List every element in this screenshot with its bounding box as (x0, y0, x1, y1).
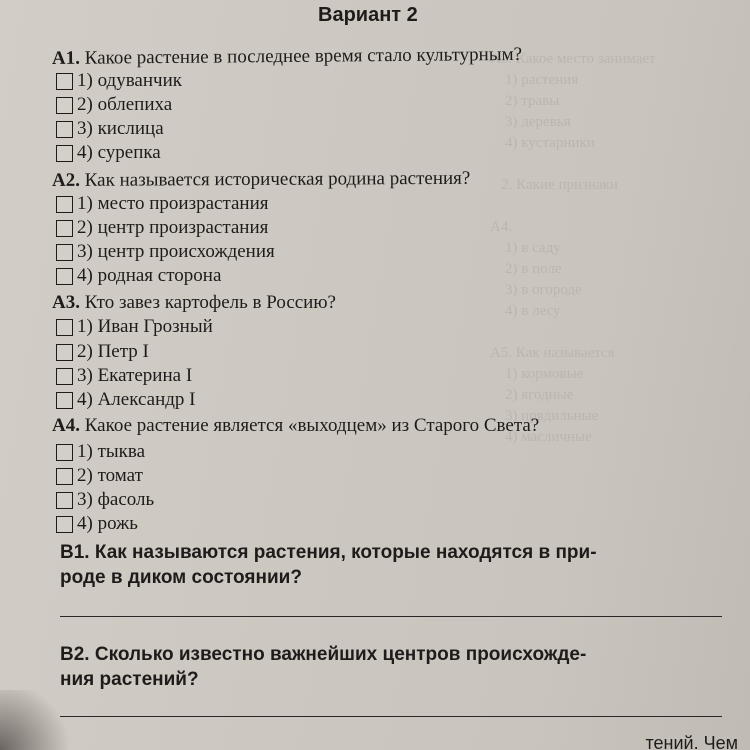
option-label: 2) Петр I (77, 341, 149, 362)
checkbox[interactable] (56, 220, 73, 237)
question-a3 (52, 292, 336, 314)
option-label: 1) одуванчик (77, 70, 182, 91)
question-text-line2: роде в диком состоянии? (60, 567, 302, 588)
option-label: 3) Екатерина I (77, 365, 193, 386)
option-label: 4) Александр I (77, 389, 196, 410)
question-text: Кто завез картофель в Россию? (84, 292, 336, 313)
question-number: А2. (51, 169, 81, 191)
option-label: 4) сурепка (77, 142, 161, 163)
question-a4 (52, 415, 539, 437)
checkbox[interactable] (56, 392, 73, 409)
option-a3-4[interactable] (56, 389, 195, 411)
option-label: 2) томат (77, 465, 143, 486)
question-text-line1: Сколько известно важнейших центров происхожде- (94, 644, 587, 665)
option-a1-3[interactable] (56, 118, 164, 140)
question-text: Как называется историческая родина растения? (84, 167, 471, 191)
option-label: 4) рожь (77, 513, 138, 534)
option-a4-4[interactable] (56, 513, 138, 535)
checkbox[interactable] (56, 492, 73, 509)
option-label: 2) центр произрастания (77, 217, 269, 238)
question-number: А4. (52, 415, 80, 436)
checkbox[interactable] (56, 73, 73, 90)
question-a2 (52, 168, 470, 192)
bleed-through-text: А3. Какое место занимает 1) растения 2) травы 3) деревья 4) кустарники 2. Какие признаки А4. 1) в саду 2) в поле 3) в огороде 4) в лесу А5. Как называется 1) кормовые 2) ягодные 3) прядильные 4) масличные (490, 51, 656, 445)
answer-line-b1[interactable] (60, 616, 722, 617)
option-a3-1[interactable] (56, 316, 213, 338)
question-a1 (52, 44, 522, 70)
option-label: 1) тыква (77, 441, 146, 462)
checkbox[interactable] (56, 196, 73, 213)
checkbox[interactable] (56, 121, 73, 138)
option-label: 3) фасоль (77, 489, 155, 510)
option-label: 3) центр происхождения (77, 241, 275, 262)
option-label: 4) родная сторона (77, 265, 222, 286)
checkbox[interactable] (56, 244, 73, 261)
option-a1-2[interactable] (56, 94, 172, 116)
question-b1 (60, 540, 597, 590)
question-text-line2: ния растений? (60, 669, 199, 690)
checkbox[interactable] (56, 468, 73, 485)
option-a4-1[interactable] (56, 441, 145, 463)
question-b2 (60, 642, 586, 692)
question-number: А3. (52, 292, 80, 313)
checkbox[interactable] (56, 516, 73, 533)
option-a1-4[interactable] (56, 142, 161, 164)
option-label: 1) Иван Грозный (77, 316, 213, 337)
variant-title: Вариант 2 (318, 4, 418, 26)
checkbox[interactable] (56, 319, 73, 336)
checkbox[interactable] (56, 368, 73, 385)
checkbox[interactable] (56, 145, 73, 162)
checkbox[interactable] (56, 344, 73, 361)
checkbox[interactable] (56, 97, 73, 114)
photo-shadow (0, 690, 80, 750)
option-label: 3) кислица (77, 118, 164, 139)
option-a2-3[interactable] (56, 241, 275, 263)
question-number: В1. (60, 542, 90, 563)
question-number: В2. (60, 644, 90, 665)
question-number: A1. (51, 47, 81, 69)
option-a1-1[interactable] (56, 70, 182, 92)
question-text: Какое растение в последнее время стало культурным? (84, 43, 523, 69)
option-label: 1) место произрастания (77, 193, 269, 214)
checkbox[interactable] (56, 444, 73, 461)
option-label: 2) облепиха (77, 94, 173, 115)
option-a2-1[interactable] (56, 193, 269, 215)
option-a2-4[interactable] (56, 265, 221, 287)
cut-off-text: тений. Чем (645, 733, 738, 750)
question-text-line1: Как называются растения, которые находятся в при- (94, 542, 597, 563)
option-a4-2[interactable] (56, 465, 143, 487)
option-a3-3[interactable] (56, 365, 192, 387)
question-text: Какое растение является «выходцем» из Старого Света? (84, 415, 540, 436)
checkbox[interactable] (56, 268, 73, 285)
answer-line-b2[interactable] (60, 716, 722, 717)
option-a4-3[interactable] (56, 489, 154, 511)
option-a3-2[interactable] (56, 341, 149, 363)
option-a2-2[interactable] (56, 217, 268, 239)
